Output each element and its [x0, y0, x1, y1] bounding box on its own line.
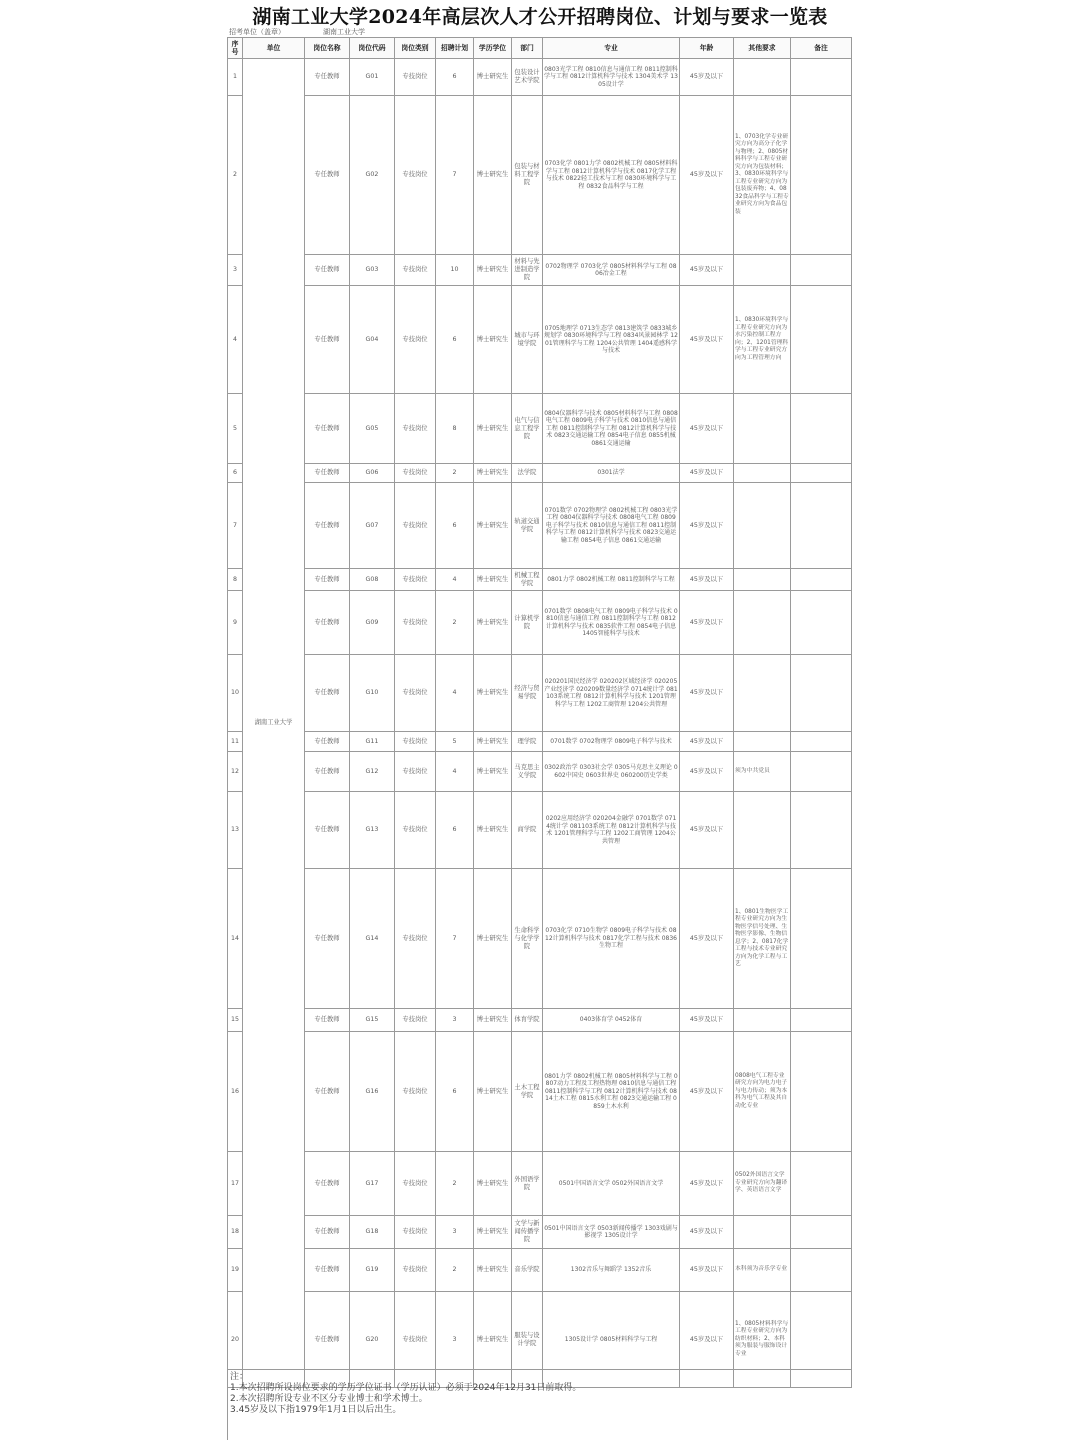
cell-age: 45岁及以下	[680, 394, 734, 464]
header-age: 年龄	[680, 38, 734, 59]
cell-age: 45岁及以下	[680, 1216, 734, 1249]
cell-no: 8	[228, 569, 243, 591]
cell-code: G15	[350, 1009, 395, 1032]
header-remarks: 备注	[791, 38, 852, 59]
header-plan: 招聘计划	[436, 38, 474, 59]
cell-code: G03	[350, 255, 395, 286]
cell-age: 45岁及以下	[680, 752, 734, 792]
cell-age: 45岁及以下	[680, 1009, 734, 1032]
cell-type: 专技岗位	[395, 464, 436, 483]
table-row	[228, 255, 852, 286]
header-type: 岗位类别	[395, 38, 436, 59]
cell-post: 专任教师	[305, 1249, 350, 1292]
cell-major: 0302政治学 0303社会学 0305马克思主义理论 0602中国史 0603世界史 060200历史学类	[543, 752, 680, 792]
cell-type: 专技岗位	[395, 655, 436, 732]
cell-code: G10	[350, 655, 395, 732]
cell-requirements: 1、0703化学专业研究方向为高分子化学与物理；2、0805材料科学与工程专业研究方向为包装材料；3、0830环境科学与工程专业研究方向为包装废弃物；4、0832食品科学与工程专业研究方向为食品包装	[734, 96, 791, 255]
cell-dept: 外国语学院	[512, 1152, 543, 1216]
cell-no: 7	[228, 483, 243, 569]
cell-plan: 6	[436, 286, 474, 394]
table-row	[228, 1216, 852, 1249]
cell-major: 0803光学工程 0810信息与通信工程 0811控制科学与工程 0812计算机科学与技术 1304美术学 1305设计学	[543, 59, 680, 96]
cell-dept: 商学院	[512, 792, 543, 869]
cell-plan: 8	[436, 394, 474, 464]
cell-type: 专技岗位	[395, 394, 436, 464]
cell-age: 45岁及以下	[680, 792, 734, 869]
cell-dept: 材料与先进制造学院	[512, 255, 543, 286]
cell-edu: 博士研究生	[474, 1032, 512, 1152]
cell-code: G07	[350, 483, 395, 569]
cell-remarks	[791, 569, 852, 591]
cell-post: 专任教师	[305, 1292, 350, 1388]
cell-age: 45岁及以下	[680, 59, 734, 96]
cell-requirements: 1、0801生物医学工程专业研究方向为生物医学信号处理、生物医学影像、生物信息学；2、0817化学工程与技术专业研究方向为化学工程与工艺	[734, 869, 791, 1009]
cell-post: 专任教师	[305, 483, 350, 569]
cell-remarks	[791, 394, 852, 464]
table-row	[228, 591, 852, 655]
cell-major: 0801力学 0802机械工程 0811控制科学与工程	[543, 569, 680, 591]
cell-major: 0501中国语言文学 0502外国语言文学	[543, 1152, 680, 1216]
cell-age: 45岁及以下	[680, 1249, 734, 1292]
cell-dept: 体育学院	[512, 1009, 543, 1032]
cell-no: 2	[228, 96, 243, 255]
cell-post: 专任教师	[305, 96, 350, 255]
table-row	[228, 1249, 852, 1292]
cell-plan: 2	[436, 591, 474, 655]
cell-plan: 7	[436, 869, 474, 1009]
cell-plan: 2	[436, 464, 474, 483]
cell-requirements	[734, 59, 791, 96]
cell-edu: 博士研究生	[474, 1249, 512, 1292]
cell-post: 专任教师	[305, 869, 350, 1009]
cell-requirements: 1、0830环境科学与工程专业研究方向为水污染控制工程方向；2、1201管理科学与工程专业研究方向为工程管理方向	[734, 286, 791, 394]
cell-requirements: 0808电气工程专业研究方向为电力电子与电力传动；须为本科为电气工程及其自动化专业	[734, 1032, 791, 1152]
cell-dept: 文学与新闻传播学院	[512, 1216, 543, 1249]
cell-dept: 法学院	[512, 464, 543, 483]
cell-no: 3	[228, 255, 243, 286]
cell-remarks	[791, 732, 852, 752]
cell-requirements	[734, 464, 791, 483]
cell-major: 1302音乐与舞蹈学 1352音乐	[543, 1249, 680, 1292]
cell-requirements	[734, 655, 791, 732]
note-item: 2.本次招聘所设专业不区分专业博士和学术博士。	[230, 1394, 428, 1404]
cell-major: 0701数学 0702物理学 0809电子科学与技术	[543, 732, 680, 752]
cell-post: 专任教师	[305, 1152, 350, 1216]
cell-code: G14	[350, 869, 395, 1009]
header-post: 岗位名称	[305, 38, 350, 59]
cell-code: G13	[350, 792, 395, 869]
notes-section	[227, 1369, 852, 1440]
cell-plan: 4	[436, 655, 474, 732]
cell-remarks	[791, 59, 852, 96]
header-no: 序号	[228, 38, 243, 59]
cell-age: 45岁及以下	[680, 1292, 734, 1388]
cell-age: 45岁及以下	[680, 569, 734, 591]
cell-major: 0801力学 0802机械工程 0805材料科学与工程 0807动力工程及工程热物理 0810信息与通信工程 0811控制科学与工程 0812计算机科学与技术 0814土木工程 0815水利工程 0823交通运输工程 0859土木水利	[543, 1032, 680, 1152]
cell-code: G05	[350, 394, 395, 464]
cell-code: G17	[350, 1152, 395, 1216]
cell-remarks	[791, 752, 852, 792]
table-row	[228, 1152, 852, 1216]
cell-type: 专技岗位	[395, 569, 436, 591]
cell-code: G19	[350, 1249, 395, 1292]
cell-code: G20	[350, 1292, 395, 1388]
table-row	[228, 286, 852, 394]
cell-code: G16	[350, 1032, 395, 1152]
cell-dept: 理学院	[512, 732, 543, 752]
cell-requirements: 1、0805材料科学与工程专业研究方向为纺织材料；2、本科须为服装与服饰设计专业	[734, 1292, 791, 1388]
cell-post: 专任教师	[305, 591, 350, 655]
cell-major: 0702物理学 0703化学 0805材料科学与工程 0806冶金工程	[543, 255, 680, 286]
cell-code: G08	[350, 569, 395, 591]
cell-remarks	[791, 483, 852, 569]
cell-dept: 经济与贸易学院	[512, 655, 543, 732]
cell-plan: 3	[436, 1009, 474, 1032]
cell-remarks	[791, 96, 852, 255]
cell-type: 专技岗位	[395, 1249, 436, 1292]
cell-age: 45岁及以下	[680, 96, 734, 255]
cell-dept: 机械工程学院	[512, 569, 543, 591]
cell-code: G01	[350, 59, 395, 96]
cell-no: 4	[228, 286, 243, 394]
cell-age: 45岁及以下	[680, 1152, 734, 1216]
table-row	[228, 59, 852, 96]
cell-dept: 音乐学院	[512, 1249, 543, 1292]
table-row	[228, 483, 852, 569]
cell-plan: 4	[436, 752, 474, 792]
cell-dept: 服装与设计学院	[512, 1292, 543, 1388]
cell-edu: 博士研究生	[474, 59, 512, 96]
cell-age: 45岁及以下	[680, 464, 734, 483]
cell-type: 专技岗位	[395, 1152, 436, 1216]
unit-value: 湖南工业大学	[323, 28, 365, 36]
note-item: 1.本次招聘所设岗位要求的学历学位证书（学历认证）必须于2024年12月31日前取得。	[230, 1383, 582, 1393]
cell-type: 专技岗位	[395, 59, 436, 96]
cell-type: 专技岗位	[395, 286, 436, 394]
cell-requirements	[734, 1216, 791, 1249]
cell-code: G18	[350, 1216, 395, 1249]
cell-plan: 3	[436, 1216, 474, 1249]
cell-post: 专任教师	[305, 286, 350, 394]
cell-requirements	[734, 792, 791, 869]
cell-edu: 博士研究生	[474, 752, 512, 792]
cell-edu: 博士研究生	[474, 792, 512, 869]
cell-type: 专技岗位	[395, 591, 436, 655]
cell-edu: 博士研究生	[474, 655, 512, 732]
table-row	[228, 869, 852, 1009]
cell-type: 专技岗位	[395, 483, 436, 569]
cell-major: 1305设计学 0805材料科学与工程	[543, 1292, 680, 1388]
cell-major: 0301法学	[543, 464, 680, 483]
cell-type: 专技岗位	[395, 96, 436, 255]
cell-major: 0701数学 0702物理学 0802机械工程 0803光学工程 0804仪器科学与技术 0808电气工程 0809电子科学与技术 0810信息与通信工程 0811控制科学与工程 0812计算机科学与技术 0823交通运输工程 0854电子信息 0861交通运输	[543, 483, 680, 569]
cell-unit: 湖南工业大学	[243, 59, 305, 1388]
cell-plan: 3	[436, 1292, 474, 1388]
cell-code: G06	[350, 464, 395, 483]
cell-requirements	[734, 255, 791, 286]
cell-no: 5	[228, 394, 243, 464]
cell-major: 0202应用经济学 020204金融学 0701数学 0714统计学 081103系统工程 0812计算机科学与技术 1201管理科学与工程 1202工商管理 1204公共管理	[543, 792, 680, 869]
cell-age: 45岁及以下	[680, 255, 734, 286]
cell-post: 专任教师	[305, 1032, 350, 1152]
cell-plan: 10	[436, 255, 474, 286]
header-edu: 学历学位	[474, 38, 512, 59]
cell-post: 专任教师	[305, 655, 350, 732]
cell-type: 专技岗位	[395, 1032, 436, 1152]
note-item: 3.45岁及以下指1979年1月1日以后出生。	[230, 1405, 402, 1415]
cell-dept: 包装设计艺术学院	[512, 59, 543, 96]
cell-no: 11	[228, 732, 243, 752]
cell-plan: 6	[436, 1032, 474, 1152]
cell-no: 6	[228, 464, 243, 483]
cell-post: 专任教师	[305, 792, 350, 869]
cell-edu: 博士研究生	[474, 1009, 512, 1032]
table-body	[228, 59, 852, 1388]
cell-edu: 博士研究生	[474, 394, 512, 464]
cell-edu: 博士研究生	[474, 569, 512, 591]
cell-dept: 生命科学与化学学院	[512, 869, 543, 1009]
table-row	[228, 1009, 852, 1032]
cell-requirements	[734, 732, 791, 752]
cell-remarks	[791, 591, 852, 655]
table-row	[228, 96, 852, 255]
cell-major: 020201国民经济学 020202区域经济学 020205产业经济学 020209数量经济学 0714统计学 081103系统工程 0812计算机科学与技术 1201管理科学与工程 1202工商管理 1204公共管理	[543, 655, 680, 732]
table-row	[228, 732, 852, 752]
cell-requirements: 须为中共党员	[734, 752, 791, 792]
cell-plan: 7	[436, 96, 474, 255]
cell-no: 1	[228, 59, 243, 96]
recruitment-table	[227, 37, 852, 1388]
cell-age: 45岁及以下	[680, 591, 734, 655]
cell-dept: 轨道交通学院	[512, 483, 543, 569]
cell-requirements	[734, 1009, 791, 1032]
header-major: 专业	[543, 38, 680, 59]
document-sheet	[227, 0, 853, 1439]
cell-requirements	[734, 394, 791, 464]
table-row	[228, 1032, 852, 1152]
header-dept: 部门	[512, 38, 543, 59]
cell-no: 15	[228, 1009, 243, 1032]
cell-no: 9	[228, 591, 243, 655]
cell-edu: 博士研究生	[474, 464, 512, 483]
cell-post: 专任教师	[305, 255, 350, 286]
notes-label: 注：	[230, 1372, 249, 1382]
cell-plan: 6	[436, 792, 474, 869]
cell-plan: 4	[436, 569, 474, 591]
cell-edu: 博士研究生	[474, 1292, 512, 1388]
cell-remarks	[791, 869, 852, 1009]
cell-edu: 博士研究生	[474, 732, 512, 752]
cell-dept: 电气与信息工程学院	[512, 394, 543, 464]
cell-requirements: 0502外国语言文学专业研究方向为翻译学、英语语言文学	[734, 1152, 791, 1216]
cell-edu: 博士研究生	[474, 255, 512, 286]
cell-post: 专任教师	[305, 732, 350, 752]
cell-type: 专技岗位	[395, 255, 436, 286]
header-unit: 单位	[243, 38, 305, 59]
cell-code: G02	[350, 96, 395, 255]
cell-major: 0804仪器科学与技术 0805材料科学与工程 0808电气工程 0809电子科学与技术 0810信息与通信工程 0811控制科学与工程 0812计算机科学与技术 0823交通运输工程 0854电子信息 0855机械 0861交通运输	[543, 394, 680, 464]
cell-plan: 6	[436, 483, 474, 569]
cell-requirements: 本科须为音乐学专业	[734, 1249, 791, 1292]
cell-type: 专技岗位	[395, 1292, 436, 1388]
cell-no: 16	[228, 1032, 243, 1152]
cell-no: 10	[228, 655, 243, 732]
cell-type: 专技岗位	[395, 869, 436, 1009]
cell-requirements	[734, 591, 791, 655]
cell-age: 45岁及以下	[680, 869, 734, 1009]
cell-major: 0703化学 0710生物学 0809电子科学与技术 0812计算机科学与技术 0817化学工程与技术 0836生物工程	[543, 869, 680, 1009]
cell-dept: 土木工程学院	[512, 1032, 543, 1152]
cell-plan: 2	[436, 1152, 474, 1216]
cell-type: 专技岗位	[395, 792, 436, 869]
table-row	[228, 394, 852, 464]
cell-type: 专技岗位	[395, 732, 436, 752]
cell-edu: 博士研究生	[474, 286, 512, 394]
cell-no: 18	[228, 1216, 243, 1249]
cell-remarks	[791, 286, 852, 394]
cell-remarks	[791, 255, 852, 286]
cell-code: G12	[350, 752, 395, 792]
cell-dept: 包装与材料工程学院	[512, 96, 543, 255]
cell-edu: 博士研究生	[474, 96, 512, 255]
cell-no: 17	[228, 1152, 243, 1216]
cell-remarks	[791, 1249, 852, 1292]
cell-major: 0701数学 0808电气工程 0809电子科学与技术 0810信息与通信工程 0811控制科学与工程 0812计算机科学与技术 0835软件工程 0854电子信息 1405智能科学与技术	[543, 591, 680, 655]
cell-post: 专任教师	[305, 1009, 350, 1032]
cell-dept: 马克思主义学院	[512, 752, 543, 792]
cell-remarks	[791, 1009, 852, 1032]
cell-remarks	[791, 655, 852, 732]
cell-code: G04	[350, 286, 395, 394]
unit-label: 招考单位（盖章）	[229, 28, 285, 36]
table-row	[228, 792, 852, 869]
cell-remarks	[791, 1032, 852, 1152]
cell-edu: 博士研究生	[474, 869, 512, 1009]
cell-post: 专任教师	[305, 394, 350, 464]
cell-plan: 6	[436, 59, 474, 96]
cell-code: G11	[350, 732, 395, 752]
table-row	[228, 464, 852, 483]
cell-remarks	[791, 1216, 852, 1249]
cell-no: 14	[228, 869, 243, 1009]
cell-post: 专任教师	[305, 569, 350, 591]
header-code: 岗位代码	[350, 38, 395, 59]
cell-type: 专技岗位	[395, 1009, 436, 1032]
table-row	[228, 752, 852, 792]
cell-dept: 计算机学院	[512, 591, 543, 655]
cell-post: 专任教师	[305, 59, 350, 96]
document-title: 湖南工业大学2024年高层次人才公开招聘岗位、计划与要求一览表	[252, 6, 828, 28]
cell-plan: 5	[436, 732, 474, 752]
cell-edu: 博士研究生	[474, 1152, 512, 1216]
cell-age: 45岁及以下	[680, 1032, 734, 1152]
cell-remarks	[791, 1152, 852, 1216]
cell-age: 45岁及以下	[680, 732, 734, 752]
cell-major: 0703化学 0801力学 0802机械工程 0805材料科学与工程 0812计算机科学与技术 0817化学工程与技术 0822轻工技术与工程 0830环境科学与工程 0832食品科学与工程	[543, 96, 680, 255]
cell-major: 0501中国语言文学 0503新闻传播学 1303戏剧与影视学 1305设计学	[543, 1216, 680, 1249]
table-row	[228, 569, 852, 591]
cell-code: G09	[350, 591, 395, 655]
cell-no: 12	[228, 752, 243, 792]
cell-edu: 博士研究生	[474, 591, 512, 655]
table-row	[228, 655, 852, 732]
cell-no: 19	[228, 1249, 243, 1292]
cell-type: 专技岗位	[395, 1216, 436, 1249]
cell-major: 0705地理学 0713生态学 0813建筑学 0833城乡规划学 0830环境科学与工程 0834风景园林学 1201管理科学与工程 1204公共管理 1404遥感科学与技术	[543, 286, 680, 394]
cell-requirements	[734, 483, 791, 569]
cell-age: 45岁及以下	[680, 483, 734, 569]
cell-remarks	[791, 792, 852, 869]
cell-age: 45岁及以下	[680, 655, 734, 732]
cell-requirements	[734, 569, 791, 591]
cell-post: 专任教师	[305, 1216, 350, 1249]
cell-age: 45岁及以下	[680, 286, 734, 394]
cell-remarks	[791, 464, 852, 483]
cell-no: 20	[228, 1292, 243, 1388]
table-header-row	[228, 38, 852, 59]
cell-edu: 博士研究生	[474, 483, 512, 569]
cell-no: 13	[228, 792, 243, 869]
cell-edu: 博士研究生	[474, 1216, 512, 1249]
cell-post: 专任教师	[305, 464, 350, 483]
cell-plan: 2	[436, 1249, 474, 1292]
cell-post: 专任教师	[305, 752, 350, 792]
cell-major: 0403体育学 0452体育	[543, 1009, 680, 1032]
cell-dept: 城市与环境学院	[512, 286, 543, 394]
header-requirements: 其他要求	[734, 38, 791, 59]
cell-type: 专技岗位	[395, 752, 436, 792]
